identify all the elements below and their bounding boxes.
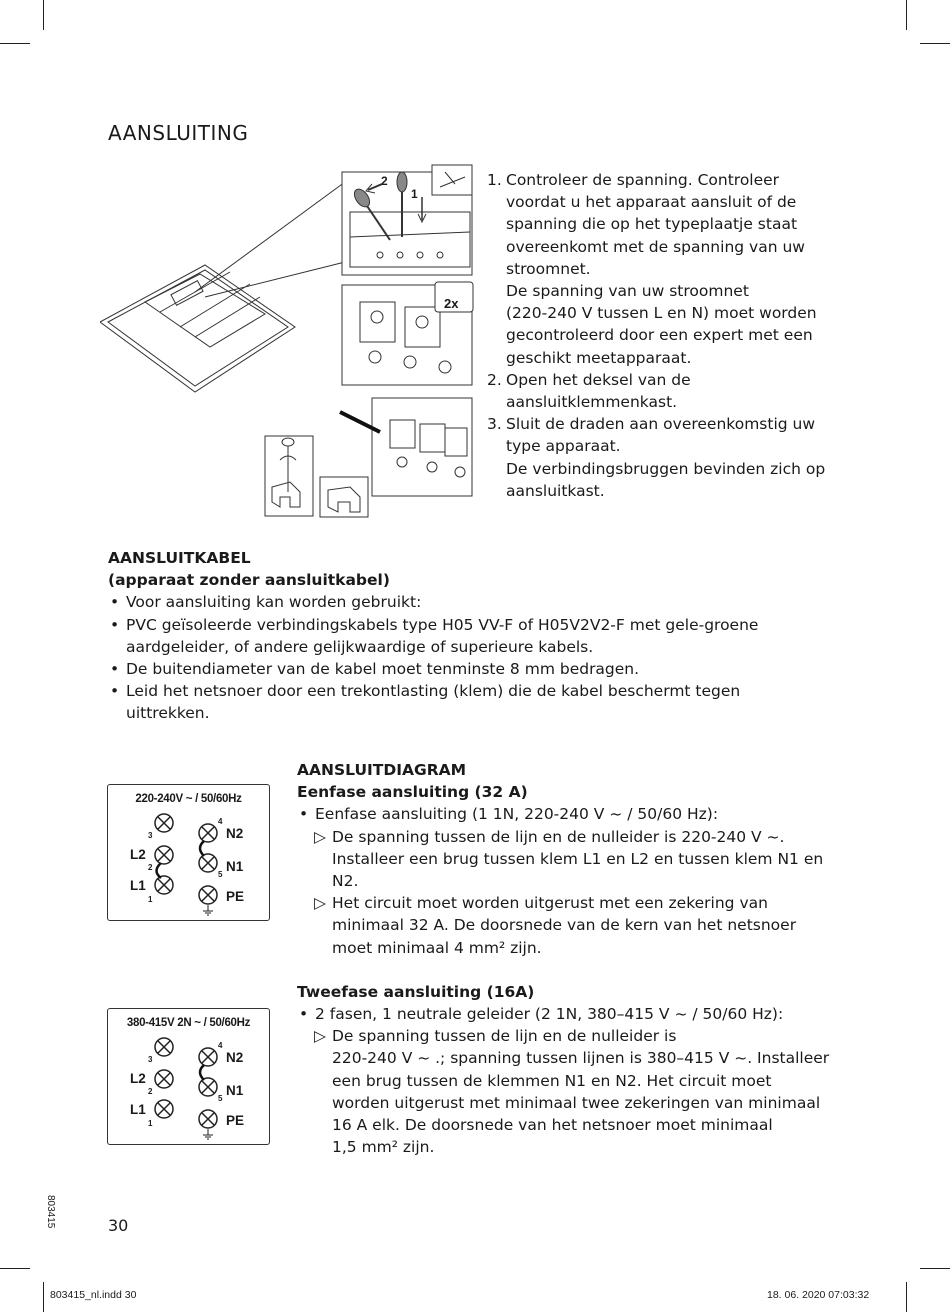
triangle-bullet-icon: ▷	[314, 1027, 326, 1046]
terminal-number-5: 5	[218, 1094, 223, 1103]
terminal-4-icon	[199, 824, 217, 842]
callout-2x: 2x	[444, 296, 459, 311]
step-line: gecontroleerd door een expert met een	[506, 326, 813, 345]
diagram-voltage-label: 380-415V 2N ~ / 50/60Hz	[126, 1017, 251, 1029]
terminal-2-icon	[155, 1070, 173, 1088]
terminal-4-icon	[199, 1048, 217, 1066]
note-line: Het circuit moet worden uitgerust met een zekering van	[332, 894, 768, 913]
terminal-5-icon	[199, 854, 217, 872]
step-number: 3.	[487, 415, 502, 434]
cable-bullet	[108, 614, 828, 658]
label-n2: N2	[226, 826, 244, 841]
single-phase-bullet: • Eenfase aansluiting (1 1N, 220-240 V ~ / 50/60 Hz):	[297, 803, 857, 825]
note-line: 220-240 V ~ .; spanning tussen lijnen is 380–415 V ~. Installeer	[332, 1049, 830, 1068]
label-n1: N1	[226, 859, 244, 874]
terminal-number-4: 4	[218, 1041, 223, 1050]
note-line: N2.	[332, 872, 359, 891]
terminal-number-2: 2	[148, 863, 153, 872]
terminal-3-icon	[155, 814, 173, 832]
page-number: 30	[108, 1216, 129, 1235]
note-line: Installeer een brug tussen klem L1 en L2 en tussen klem N1 en	[332, 849, 824, 868]
step-line: Controleer de spanning. Controleer	[506, 171, 780, 189]
cable-bullet-line: uittrekken.	[126, 704, 210, 723]
step-line: De spanning van uw stroomnet	[506, 282, 749, 301]
terminal-1-icon	[155, 876, 173, 894]
note-item	[297, 1025, 857, 1158]
ground-icon	[203, 1129, 213, 1139]
two-phase-bullet: • 2 fasen, 1 neutrale geleider (2 1N, 380–415 V ~ / 50/60 Hz):	[297, 1003, 857, 1025]
label-l2: L2	[130, 1071, 146, 1086]
page-heading: AANSLUITING	[108, 121, 249, 145]
note-item	[297, 826, 857, 893]
terminal-pe-icon	[199, 1110, 217, 1128]
cable-bullet	[108, 658, 828, 680]
installation-illustration	[100, 162, 480, 522]
step-line: overeenkomt met de spanning van uw	[506, 237, 805, 256]
terminal-number-2: 2	[148, 1087, 153, 1096]
diagram-title: AANSLUITDIAGRAM	[297, 761, 467, 779]
label-pe: PE	[226, 1113, 245, 1128]
step-line: stroomnet.	[506, 259, 591, 278]
cable-subtitle: (apparaat zonder aansluitkabel)	[108, 571, 390, 590]
bridge-n1-n2	[200, 841, 204, 856]
terminal-number-3: 3	[148, 831, 153, 840]
footer-datetime: 18. 06. 2020 07:03:32	[767, 1289, 870, 1301]
label-l1: L1	[130, 1102, 146, 1117]
footer-file: 803415_nl.indd 30	[50, 1289, 137, 1301]
terminal-5-icon	[199, 1078, 217, 1096]
note-item	[297, 892, 857, 959]
step-line: (220-240 V tussen L en N) moet worden	[506, 304, 817, 323]
note-line: 16 A elk. De doorsnede van het netsnoer moet minimaal	[332, 1116, 773, 1135]
terminal-3-icon	[155, 1038, 173, 1056]
cable-bullet-line: aardgeleider, of andere gelijkwaardige of superieure kabels.	[126, 637, 594, 656]
step-number: 2.	[487, 370, 502, 389]
cable-section	[108, 547, 828, 725]
note-line: worden uitgerust met minimaal twee zekeringen van minimaal	[332, 1093, 821, 1112]
crop-mark	[906, 1282, 907, 1312]
terminal-2-icon	[155, 846, 173, 864]
note-line: De spanning tussen de lijn en de nulleider is	[332, 1027, 677, 1046]
cable-bullet-line: • Voor aansluiting kan worden gebruikt:	[126, 593, 422, 612]
step-line: Open het deksel van de	[506, 370, 691, 389]
single-phase-diagram	[107, 784, 270, 921]
step-line: geschikt meetapparaat.	[506, 348, 692, 367]
terminal-number-3: 3	[148, 1055, 153, 1064]
step-item	[487, 369, 857, 413]
cable-bullet	[108, 680, 828, 724]
label-l2: L2	[130, 847, 146, 862]
step-line: Sluit de draden aan overeenkomstig uw	[506, 415, 816, 434]
note-line: minimaal 32 A. De doorsnede van de kern van het netsnoer	[332, 916, 797, 935]
ground-icon	[203, 905, 213, 915]
single-phase-title: Eenfase aansluiting (32 A)	[297, 783, 528, 802]
crop-mark	[906, 0, 907, 30]
crop-mark	[920, 1268, 950, 1269]
step-line: aansluitkast.	[506, 481, 605, 500]
two-phase-notes	[297, 1025, 857, 1158]
step-line: aansluitklemmenkast.	[506, 393, 678, 412]
label-pe: PE	[226, 889, 245, 904]
diagram-voltage-label: 220-240V ~ / 50/60Hz	[135, 793, 242, 805]
diagram-section	[297, 759, 857, 1158]
terminal-number-1: 1	[148, 895, 153, 904]
cable-bullet-line: • De buitendiameter van de kabel moet tenminste 8 mm bedragen.	[126, 660, 640, 679]
step-line: voordat u het apparaat aansluit of de	[506, 193, 797, 212]
two-phase-diagram	[107, 1008, 270, 1145]
arrow-2-label: 2	[381, 174, 388, 188]
installation-steps	[487, 169, 857, 502]
triangle-bullet-icon: ▷	[314, 827, 326, 846]
arrow-1-label: 1	[411, 187, 418, 201]
terminal-number-1: 1	[148, 1119, 153, 1128]
crop-mark	[43, 1282, 44, 1312]
cable-bullet-line: • PVC geïsoleerde verbindingskabels type H05 VV-F of H05V2V2-F met gele-groene	[126, 615, 759, 634]
note-line: De spanning tussen de lijn en de nulleider is 220-240 V ~.	[332, 827, 785, 846]
step-line: De verbindingsbruggen bevinden zich op	[506, 459, 826, 478]
step-item	[487, 413, 857, 502]
crop-mark	[920, 43, 950, 44]
step-number: 1.	[487, 171, 502, 189]
note-line: moet minimaal 4 mm² zijn.	[332, 938, 542, 957]
step-item	[487, 169, 857, 369]
label-n2: N2	[226, 1050, 244, 1065]
step-line: spanning die op het typeplaatje staat	[506, 215, 798, 234]
terminal-number-4: 4	[218, 817, 223, 826]
single-phase-notes	[297, 826, 857, 959]
terminal-number-5: 5	[218, 870, 223, 879]
triangle-bullet-icon: ▷	[314, 894, 326, 913]
crop-mark	[0, 43, 30, 44]
note-line: een brug tussen de klemmen N1 en N2. Het circuit moet	[332, 1071, 772, 1090]
step-line: type apparaat.	[506, 437, 621, 456]
crop-mark	[43, 0, 44, 30]
cable-bullet	[108, 591, 828, 613]
side-code: 803415	[45, 1195, 56, 1229]
two-phase-title: Tweefase aansluiting (16A)	[297, 982, 535, 1001]
bridge-l1-l2	[157, 863, 162, 878]
crop-mark	[0, 1268, 30, 1269]
label-l1: L1	[130, 878, 146, 893]
bridge-n1-n2	[200, 1065, 204, 1080]
note-line: 1,5 mm² zijn.	[332, 1138, 435, 1157]
label-n1: N1	[226, 1083, 244, 1098]
terminal-1-icon	[155, 1100, 173, 1118]
cable-bullet-line: • Leid het netsnoer door een trekontlasting (klem) die de kabel beschermt tegen	[126, 682, 741, 701]
terminal-pe-icon	[199, 886, 217, 904]
cable-title: AANSLUITKABEL	[108, 549, 251, 567]
cable-bullets	[108, 591, 828, 724]
